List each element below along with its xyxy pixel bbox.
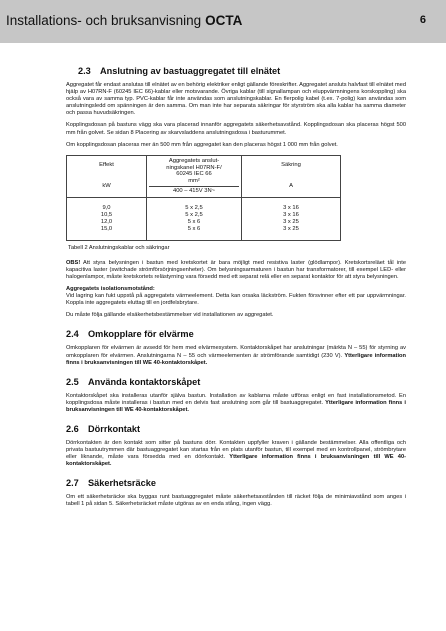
section-number: 2.5: [66, 376, 79, 387]
paragraph: [66, 345, 406, 366]
section-number: 2.6: [66, 423, 79, 434]
safety-note: Du måste följa gällande elsäkerhetsbestämmelser vid installationen av aggregatet.: [66, 312, 274, 319]
section-2-5: [66, 377, 406, 414]
page-content: [66, 66, 406, 516]
paragraph: Om ett säkerhetsräcke ska byggas runt bastuaggregatet måste säkerhetsavstånden till räcket följa de minimiavstånd som anges i tabell 1 på sidan 5. Säkerhetsräcket måste utgöras av en enda stång, ingen vägg.: [66, 494, 406, 508]
manual-title: Installations- och bruksanvisning: [6, 13, 202, 28]
col-header-line: Aggregatets anslut-: [168, 157, 220, 164]
section-title: Säkerhetsräcke: [88, 478, 156, 489]
section-2-3: [66, 66, 406, 319]
section-heading: [66, 377, 406, 387]
obs-note: [66, 260, 406, 281]
paragraph: Aggregatet får endast anslutas till elnätet av en behörig elektriker enligt gällande föreskrifter. Aggregatet ansluts halvfast till elnätet med hjälp av H07RN-F (60245 IEC 66)-kablar eller motsvarande. Övriga kablar (till signallampan och eluppvärmningens korskoppling) ska också vara av samma typ. PVC-kablar får inte användas som anslutningskablar. En flerpolig kabel (t.ex. 7-polig) kan användas som anslutningsledd om spänningen är den samma. Om man inte har separata säkringar för styrström ska alla kablar ha samma diameter och passa huvudsäkringen.: [66, 82, 406, 117]
paragraph: Kopplingsdosan på bastuns vägg ska vara placerad innanför aggregatets säkerhetsavstånd. Kopplingsdosan ska placeras högst 500 mm från golvet. Se sidan 8 Placering av skarvsladdens anslutningsdosa i basturummet.: [66, 122, 406, 136]
obs-label: OBS!: [66, 259, 81, 266]
paragraph-text: Kontaktorskåpet ska installeras utanför själva bastun. Installation av kablarna måste utföras enligt en fast installationsmetod. En kopplingsdosa måste installeras i bastun med en delvis fast anslutning som går till bastuaggregatet.: [66, 392, 406, 406]
section-title: Dörrkontakt: [88, 423, 141, 434]
paragraph-bold: Ytterligare information finns i bruksanvisningen till WE 40-kontaktorskåpet.: [66, 454, 407, 468]
value-effekt: 15,0: [100, 225, 113, 232]
table-header-cell: [67, 155, 147, 197]
col-header-sakring: Säkring: [281, 162, 301, 169]
isolation-heading: Aggregatets isolationsmotstånd:: [66, 286, 155, 293]
obs-text: Att styra belysningen i bastun med kretskortet är bara möjligt med resistiva laster (glödlampor). Kretskortsreläet tål inte kapacitiva laster (switchade strömförsörjningsenheter). Om belysningsarmaturen i bastun har transformatorer, till exempel LED- eller halogenlampor, måste kretskortets relästyrning vara försedd med ett separat relä eller en separat kontaktor för att styra belysningen.: [66, 259, 406, 280]
value-effekt: 10,5: [100, 211, 113, 218]
section-heading: [78, 66, 406, 76]
section-number: 2.4: [66, 329, 79, 340]
page-header: [0, 0, 446, 43]
section-2-4: [66, 329, 406, 366]
paragraph: [66, 393, 406, 414]
value-kabel: 5 x 6: [187, 225, 201, 232]
table-cell-sakring: [242, 197, 341, 240]
section-2-6: [66, 424, 406, 468]
table-caption: Tabell 2 Anslutningskablar och säkringar: [68, 244, 170, 251]
section-number: 2.3: [78, 66, 91, 76]
col-header-effekt: Effekt: [99, 162, 114, 169]
value-kabel: 5 x 2,5: [185, 211, 203, 218]
table-header-cell: [242, 155, 341, 197]
col-header-line: ningskanel H07RN-F/: [166, 164, 222, 171]
paragraph-bold: Ytterligare information finns i bruksanvisningen till WE 40-kontaktorskåpet.: [66, 352, 406, 366]
col-header-line: mm²: [188, 178, 200, 185]
paragraph-text: Omkopplaren för elvärmen är avsedd för hem med elvärmesystem. Kontaktorskåpet har anslutningar (märkta N – 55) för styrning av omkopplaren för elvärmen. Anslutningarna N – 55 och värmeelementen är strömförande samtidigt (230 V).: [66, 345, 406, 359]
section-title: Använda kontaktorskåpet: [88, 376, 201, 387]
isolation-text: Vid lagring kan fukt uppstå på aggregatets värmeelement. Detta kan orsaka läckström. Fukten försvinner efter ett par uppvärmningar. Koppla inte aggregatets eluttag till en jordfelsbrytare.: [66, 293, 406, 307]
section-heading: [66, 478, 406, 488]
col-header-line: 60245 IEC 66: [176, 171, 212, 178]
col-unit-a: A: [289, 183, 293, 190]
model-name: OCTA: [205, 13, 243, 28]
table-row: [67, 197, 341, 240]
value-kabel: 5 x 2,5: [185, 205, 203, 212]
cable-fuse-table: [66, 155, 341, 241]
table-cell-effekt: [67, 197, 147, 240]
value-effekt: 12,0: [100, 218, 113, 225]
paragraph-bold: Ytterligare information finns i bruksanvisningen till WE 40-kontaktorskåpet.: [66, 399, 406, 413]
value-effekt: 9,0: [102, 205, 111, 212]
col-unit-kw: kW: [102, 183, 111, 190]
section-2-7: [66, 478, 406, 508]
value-sakring: 3 x 25: [283, 225, 299, 232]
section-title: Anslutning av bastuaggregatet till elnätet: [100, 66, 281, 76]
section-title: Omkopplare för elvärme: [88, 329, 194, 340]
page-number: 6: [419, 14, 426, 26]
value-sakring: 3 x 16: [283, 205, 299, 212]
value-sakring: 3 x 25: [283, 218, 299, 225]
paragraph: [66, 440, 406, 468]
section-heading: [66, 424, 406, 434]
section-number: 2.7: [66, 478, 79, 489]
paragraph-text: Dörrkontakten är den kontakt som sitter på bastuns dörr. Kontakten uppfyller kraven i gällande bestämmelser. Alla offentliga och privata bastuutrymmen där bastuaggregatet kan startas från en plats utanför bastun, till exempel med en kontrollpanel, strömbrytare eller liknande, måste vara försedda med en dörrkontakt.: [66, 439, 406, 461]
paragraph: Om kopplingsdosan placeras mer än 500 mm från aggregatet kan den placeras högst 1 000 mm från golvet.: [66, 141, 338, 148]
col-header-line: 400 – 415V 3N~: [149, 186, 239, 195]
table-cell-kabel: [147, 197, 242, 240]
document-title: [6, 13, 242, 28]
table-header-cell: [147, 155, 242, 197]
table-header-row: [67, 155, 341, 197]
value-sakring: 3 x 16: [283, 211, 299, 218]
section-heading: [66, 329, 406, 339]
connection-table: [66, 155, 341, 251]
isolation-block: [66, 286, 406, 307]
value-kabel: 5 x 6: [187, 218, 201, 225]
